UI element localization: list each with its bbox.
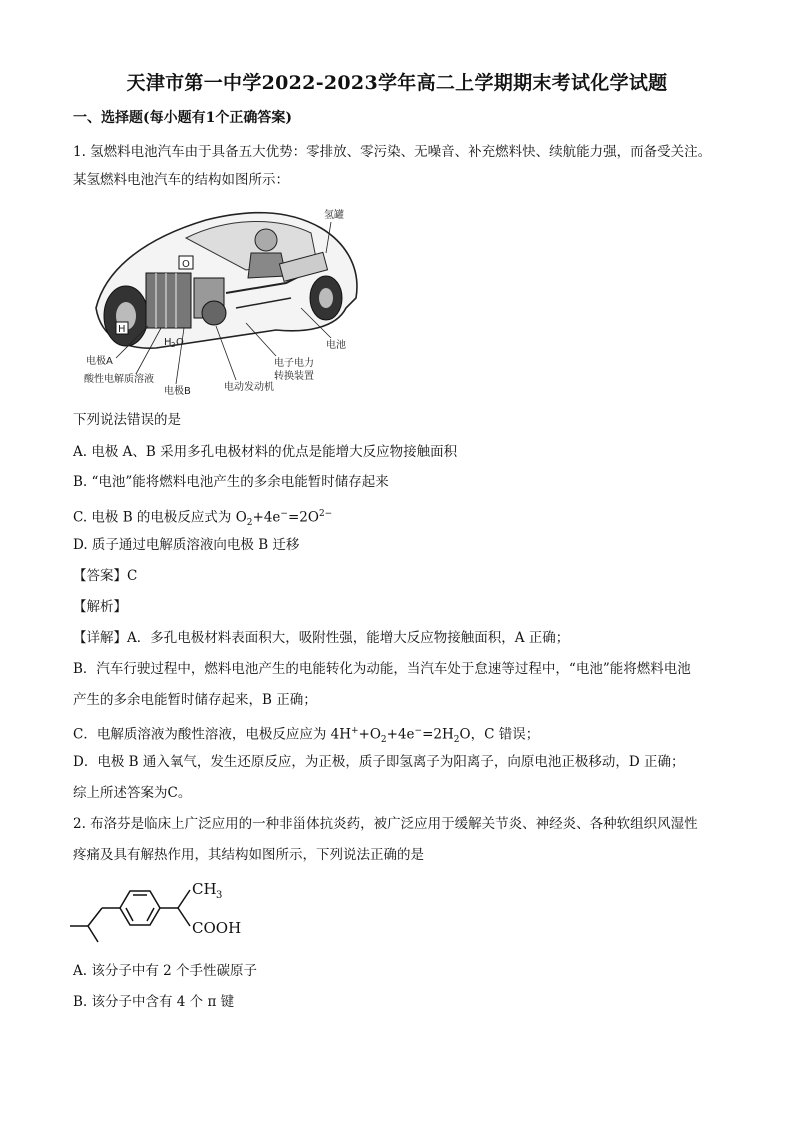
svg-text:3: 3 [216, 890, 223, 901]
fig-label-converter-1: 电子电力 [274, 358, 314, 369]
mol-cooh-label: COOH [192, 919, 242, 937]
q1-option-a: A. 电极 A、B 采用多孔电极材料的优点是能增大反应物接触面积 [73, 444, 458, 460]
fig-label-battery: 电池 [326, 340, 346, 351]
q1-stem-line1: 1. 氢燃料电池汽车由于具备五大优势：零排放、零污染、无噪音、补充燃料快、续航能力强，而备受关注。 [73, 144, 712, 160]
q1-detail-line2: B．汽车行驶过程中，燃料电池产生的电能转化为动能，当汽车处于怠速等过程中，“电池”能将燃料电池 [73, 661, 691, 677]
q1-detail-line4-pre: C．电解质溶液为酸性溶液，电极反应应为 4H [73, 726, 351, 743]
q2-option-a: A. 该分子中有 2 个手性碳原子 [73, 963, 258, 979]
fig-label-converter-2: 转换装置 [274, 371, 314, 382]
fig-label-motor: 电动发动机 [224, 382, 274, 393]
ibuprofen-structure [68, 870, 268, 950]
answer-value: C [127, 568, 138, 584]
q2-stem-line1: 2. 布洛芬是临床上广泛应用的一种非甾体抗炎药，被广泛应用于缓解关节炎、神经炎、各种软组织风湿性 [73, 816, 698, 832]
q1-option-c-text: C. 电极 B 的电极反应式为 O [73, 509, 247, 526]
svg-text:O: O [176, 337, 184, 348]
svg-text:2: 2 [171, 341, 176, 349]
q1-option-b: B. “电池”能将燃料电池产生的多余电能暂时储存起来 [73, 474, 389, 490]
fig-label-h2o: H [164, 337, 172, 348]
mol-ch3-label: CH [192, 880, 217, 898]
q1-detail-line4-post: ，C 错误； [470, 726, 540, 743]
q1-detail-line1: 【详解】A．多孔电极材料表面积大，吸附性强，能增大反应物接触面积，A 正确； [73, 630, 570, 646]
q1-answer [73, 566, 137, 586]
answer-tag: 【答案】 [73, 568, 127, 584]
q2-option-b: B. 该分子中含有 4 个 π 键 [73, 994, 235, 1010]
q1-detail-line3: 产生的多余电能暂时储存起来，B 正确； [73, 692, 317, 708]
q2-stem-line2: 疼痛及具有解热作用，其结构如图所示，下列说法正确的是 [73, 847, 424, 863]
section-heading: 一、选择题(每小题有1个正确答案) [73, 110, 292, 126]
fig-label-electrolyte: 酸性电解质溶液 [84, 374, 154, 385]
q1-analysis-tag: 【解析】 [73, 599, 127, 615]
q1-detail-line4: C．电解质溶液为酸性溶液，电极反应应为 $4H^++O_2+4e^-=2H_2O$，C 错误； [73, 726, 540, 746]
q1-stem-line2: 某氢燃料电池汽车的结构如图所示： [73, 172, 289, 188]
page-title: 天津市第一中学2022-2023学年高二上学期期末考试化学试题 [126, 72, 668, 94]
q1-prompt: 下列说法错误的是 [73, 412, 181, 428]
fig-label-h2: H [118, 324, 126, 335]
fig-label-electrode-a: 电极A [86, 356, 113, 367]
q1-summary: 综上所述答案为C。 [73, 785, 192, 801]
fuel-cell-car-diagram [76, 198, 376, 398]
fig-label-o2: O [182, 259, 190, 270]
fig-label-electrode-b: 电极B [164, 386, 191, 397]
q1-detail-line5: D．电极 B 通入氧气，发生还原反应，为正极，质子即氢离子为阳离子，向原电池正极移动，D 正确； [73, 754, 685, 770]
q1-option-c: C. 电极 B 的电极反应式为 $O_2+4e^-=2O^{2-}$ [73, 509, 333, 529]
fig-label-hydrogen-tank: 氢罐 [324, 210, 344, 221]
q1-option-d: D. 质子通过电解质溶液向电极 B 迁移 [73, 537, 300, 553]
